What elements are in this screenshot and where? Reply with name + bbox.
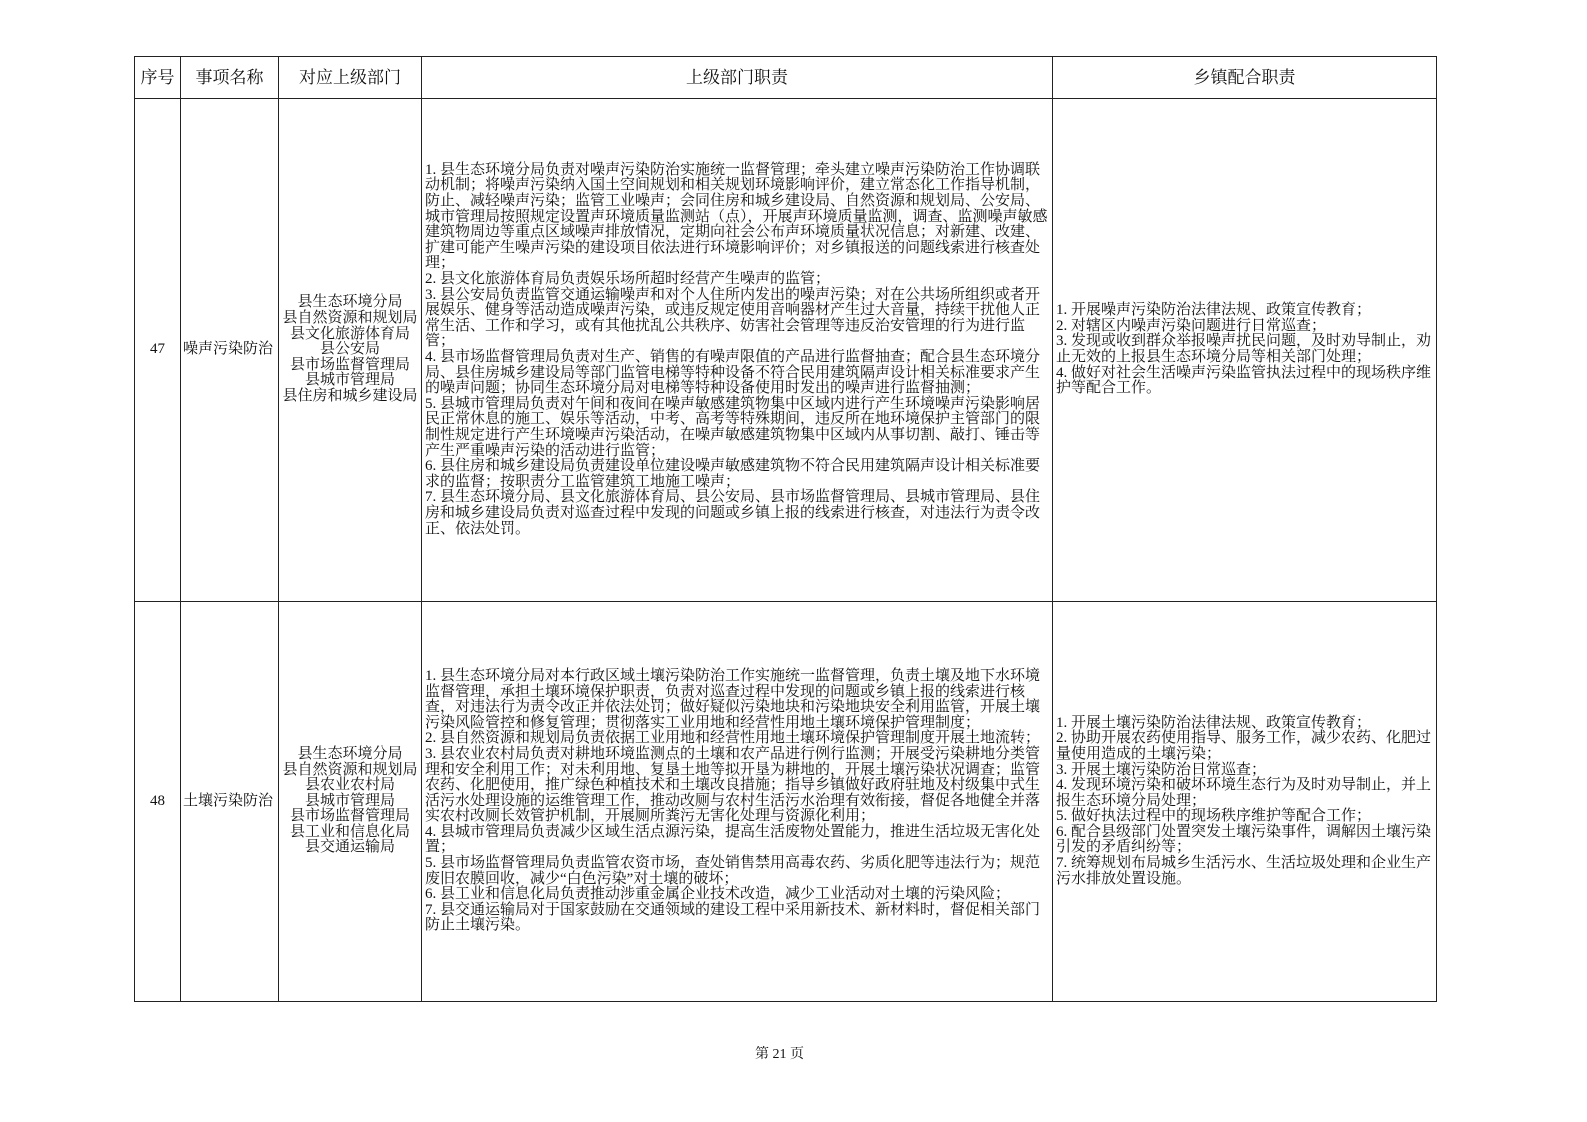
item-name: 土壤污染防治 (181, 602, 279, 1002)
department: 县公安局 (319, 341, 380, 358)
header-upper-dept: 对应上级部门 (279, 57, 422, 99)
department: 县交通运输局 (304, 839, 395, 856)
upper-duty-item: 7. 县交通运输局对于国家鼓励在交通领域的建设工程中采用新技术、新材料时，督促相关部门防止土壤污染。 (425, 901, 1041, 934)
department: 县农业农村局 (304, 777, 395, 794)
upper-duties (422, 99, 1053, 602)
town-duty-item: 6. 配合县级部门处置突发土壤污染事件，调解因土壤污染引发的矛盾纠纷等； (1056, 823, 1432, 856)
town-duty-item: 4. 做好对社会生活噪声污染监管执法过程中的现场秩序维护等配合工作。 (1056, 364, 1432, 397)
upper-duty-item: 4. 县市场监督管理局负责对生产、销售的有噪声限值的产品进行监督抽查；配合县生态环境分局、县住房城乡建设局等部门监管电梯等特种设备不符合民用建筑隔声设计相关标准要求产生的噪声问题；协同生态环境分局对电梯等特种设备使用时发出的噪声进行监督抽测； (425, 349, 1041, 397)
town-duty-item: 7. 统筹规划布局城乡生活污水、生活垃圾处理和企业生产污水排放处置设施。 (1056, 855, 1432, 887)
upper-duty-item: 3. 县农业农村局负责对耕地环境监测点的土壤和农产品进行例行监测；开展受污染耕地分类管理和安全利用工作；对未利用地、复垦土地等拟开垦为耕地的，开展土壤污染状况调查；监管农药、化肥使用，推广绿色种植技术和土壤改良措施；指导乡镇做好政府驻地及村级集中式生活污水处理设施的运维管理工作，推动改厕与农村生活污水治理有效衔接，督促各地健全并落实农村改厕长效管护机制，开展厕所粪污无害化处理与资源化利用； (425, 745, 1041, 825)
town-duty-item: 1. 开展土壤污染防治法律法规、政策宣传教育； (1056, 714, 1372, 731)
department: 县自然资源和规划局 (282, 761, 418, 778)
department: 县市场监督管理局 (289, 356, 410, 373)
department: 县住房和城乡建设局 (282, 387, 418, 404)
table-row (135, 99, 1437, 602)
upper-duty-item: 6. 县住房和城乡建设局负责建设单位建设噪声敏感建筑物不符合民用建筑隔声设计相关标准要求的监督；按职责分工监管建筑工地施工噪声； (425, 458, 1041, 490)
town-duty-item: 4. 发现环境污染和破坏环境生态行为及时劝导制止，并上报生态环境分局处理； (1056, 777, 1432, 809)
upper-duty-item: 2. 县文化旅游体育局负责娱乐场所超时经营产生噪声的监管； (425, 271, 831, 288)
upper-duty-item: 5. 县市场监督管理局负责监管农资市场，查处销售禁用高毒农药、劣质化肥等违法行为；规范废旧农膜回收，减少“白色污染”对土壤的破坏； (425, 855, 1041, 887)
department: 县工业和信息化局 (289, 823, 410, 840)
department: 县城市管理局 (304, 792, 395, 809)
upper-duty-item: 1. 县生态环境分局对本行政区域土壤污染防治工作实施统一监督管理，负责土壤及地下水环境监督管理，承担土壤环境保护职责，负责对巡查过程中发现的问题或乡镇上报的线索进行核查，对违法行为责令改正并依法处罚；做好疑似污染地块和污染地块安全利用监管，开展土壤污染风险管控和修复管理；贯彻落实工业用地和经营性用地土壤环境保护管理制度； (425, 667, 1041, 731)
town-duty-item: 2. 对辖区内噪声污染问题进行日常巡查； (1056, 317, 1327, 334)
upper-duties (422, 602, 1053, 1002)
department: 县城市管理局 (304, 372, 395, 389)
department: 县市场监督管理局 (289, 808, 410, 825)
duties-table (134, 56, 1437, 1002)
town-duty-item: 1. 开展噪声污染防治法律法规、政策宣传教育； (1056, 302, 1372, 319)
upper-departments (279, 602, 422, 1002)
department: 县生态环境分局 (297, 294, 403, 311)
department: 县文化旅游体育局 (289, 325, 410, 342)
town-duty-item: 3. 发现或收到群众举报噪声扰民问题，及时劝导制止，劝止无效的上报县生态环境分局等相关部门处理； (1056, 333, 1432, 365)
page-number: 第 21 页 (755, 1047, 804, 1062)
upper-duty-item: 7. 县生态环境分局、县文化旅游体育局、县公安局、县市场监督管理局、县城市管理局、县住房和城乡建设局负责对巡查过程中发现的问题或乡镇上报的线索进行核查，对违法行为责令改正、依法处罚。 (425, 489, 1041, 537)
upper-duty-item: 2. 县自然资源和规划局负责依据工业用地和经营性用地土壤环境保护管理制度开展土地流转； (425, 730, 1041, 747)
department: 县自然资源和规划局 (282, 310, 418, 327)
upper-departments (279, 99, 422, 602)
table-header-row (135, 57, 1437, 99)
header-item-name: 事项名称 (181, 57, 279, 99)
header-town-duties: 乡镇配合职责 (1053, 57, 1437, 99)
upper-duty-item: 3. 县公安局负责监管交通运输噪声和对个人住所内发出的噪声污染；对在公共场所组织或者开展娱乐、健身等活动造成噪声污染，或违反规定使用音响器材产生过大音量，持续干扰他人正常生活、工作和学习，或有其他扰乱公共秩序、妨害社会管理等违反治安管理的行为进行监管； (425, 286, 1041, 350)
item-name: 噪声污染防治 (181, 99, 279, 602)
department: 县生态环境分局 (297, 745, 403, 762)
town-duties (1053, 602, 1437, 1002)
upper-duty-item: 1. 县生态环境分局负责对噪声污染防治实施统一监督管理；牵头建立噪声污染防治工作协调联动机制；将噪声污染纳入国土空间规划和相关规划环境影响评价，建立常态化工作指导机制，防止、减轻噪声污染；监管工业噪声；会同住房和城乡建设局、自然资源和规划局、公安局、城市管理局按照规定设置声环境质量监测站（点），开展声环境质量监测，调查、监测噪声敏感建筑物周边等重点区域噪声排放情况，定期向社会公布声环境质量状况信息；对新建、改建、扩建可能产生噪声污染的建设项目依法进行环境影响评价；对乡镇报送的问题线索进行核查处理； (425, 161, 1048, 272)
row-number: 48 (135, 602, 181, 1002)
upper-duty-item: 5. 县城市管理局负责对午间和夜间在噪声敏感建筑物集中区域内进行产生环境噪声污染影响居民正常休息的施工、娱乐等活动，中考、高考等特殊期间，违反所在地环境保护主管部门的限制性规定进行产生环境噪声污染活动，在噪声敏感建筑物集中区域内从事切割、敲打、锤击等产生严重噪声污染的活动进行监管； (425, 395, 1041, 459)
town-duty-item: 5. 做好执法过程中的现场秩序维护等配合工作； (1056, 808, 1372, 825)
row-number: 47 (135, 99, 181, 602)
town-duties (1053, 99, 1437, 602)
town-duty-item: 2. 协助开展农药使用指导、服务工作，减少农药、化肥过量使用造成的土壤污染； (1056, 730, 1432, 762)
upper-duty-item: 6. 县工业和信息化局负责推动涉重金属企业技术改造，减少工业活动对土壤的污染风险； (425, 886, 1011, 903)
header-no: 序号 (135, 57, 181, 99)
upper-duty-item: 4. 县城市管理局负责减少区域生活点源污染，提高生活废物处置能力，推进生活垃圾无害化处置； (425, 823, 1041, 856)
table-row (135, 602, 1437, 1002)
town-duty-item: 3. 开展土壤污染防治日常巡查； (1056, 761, 1267, 778)
header-upper-duties: 上级部门职责 (422, 57, 1053, 99)
